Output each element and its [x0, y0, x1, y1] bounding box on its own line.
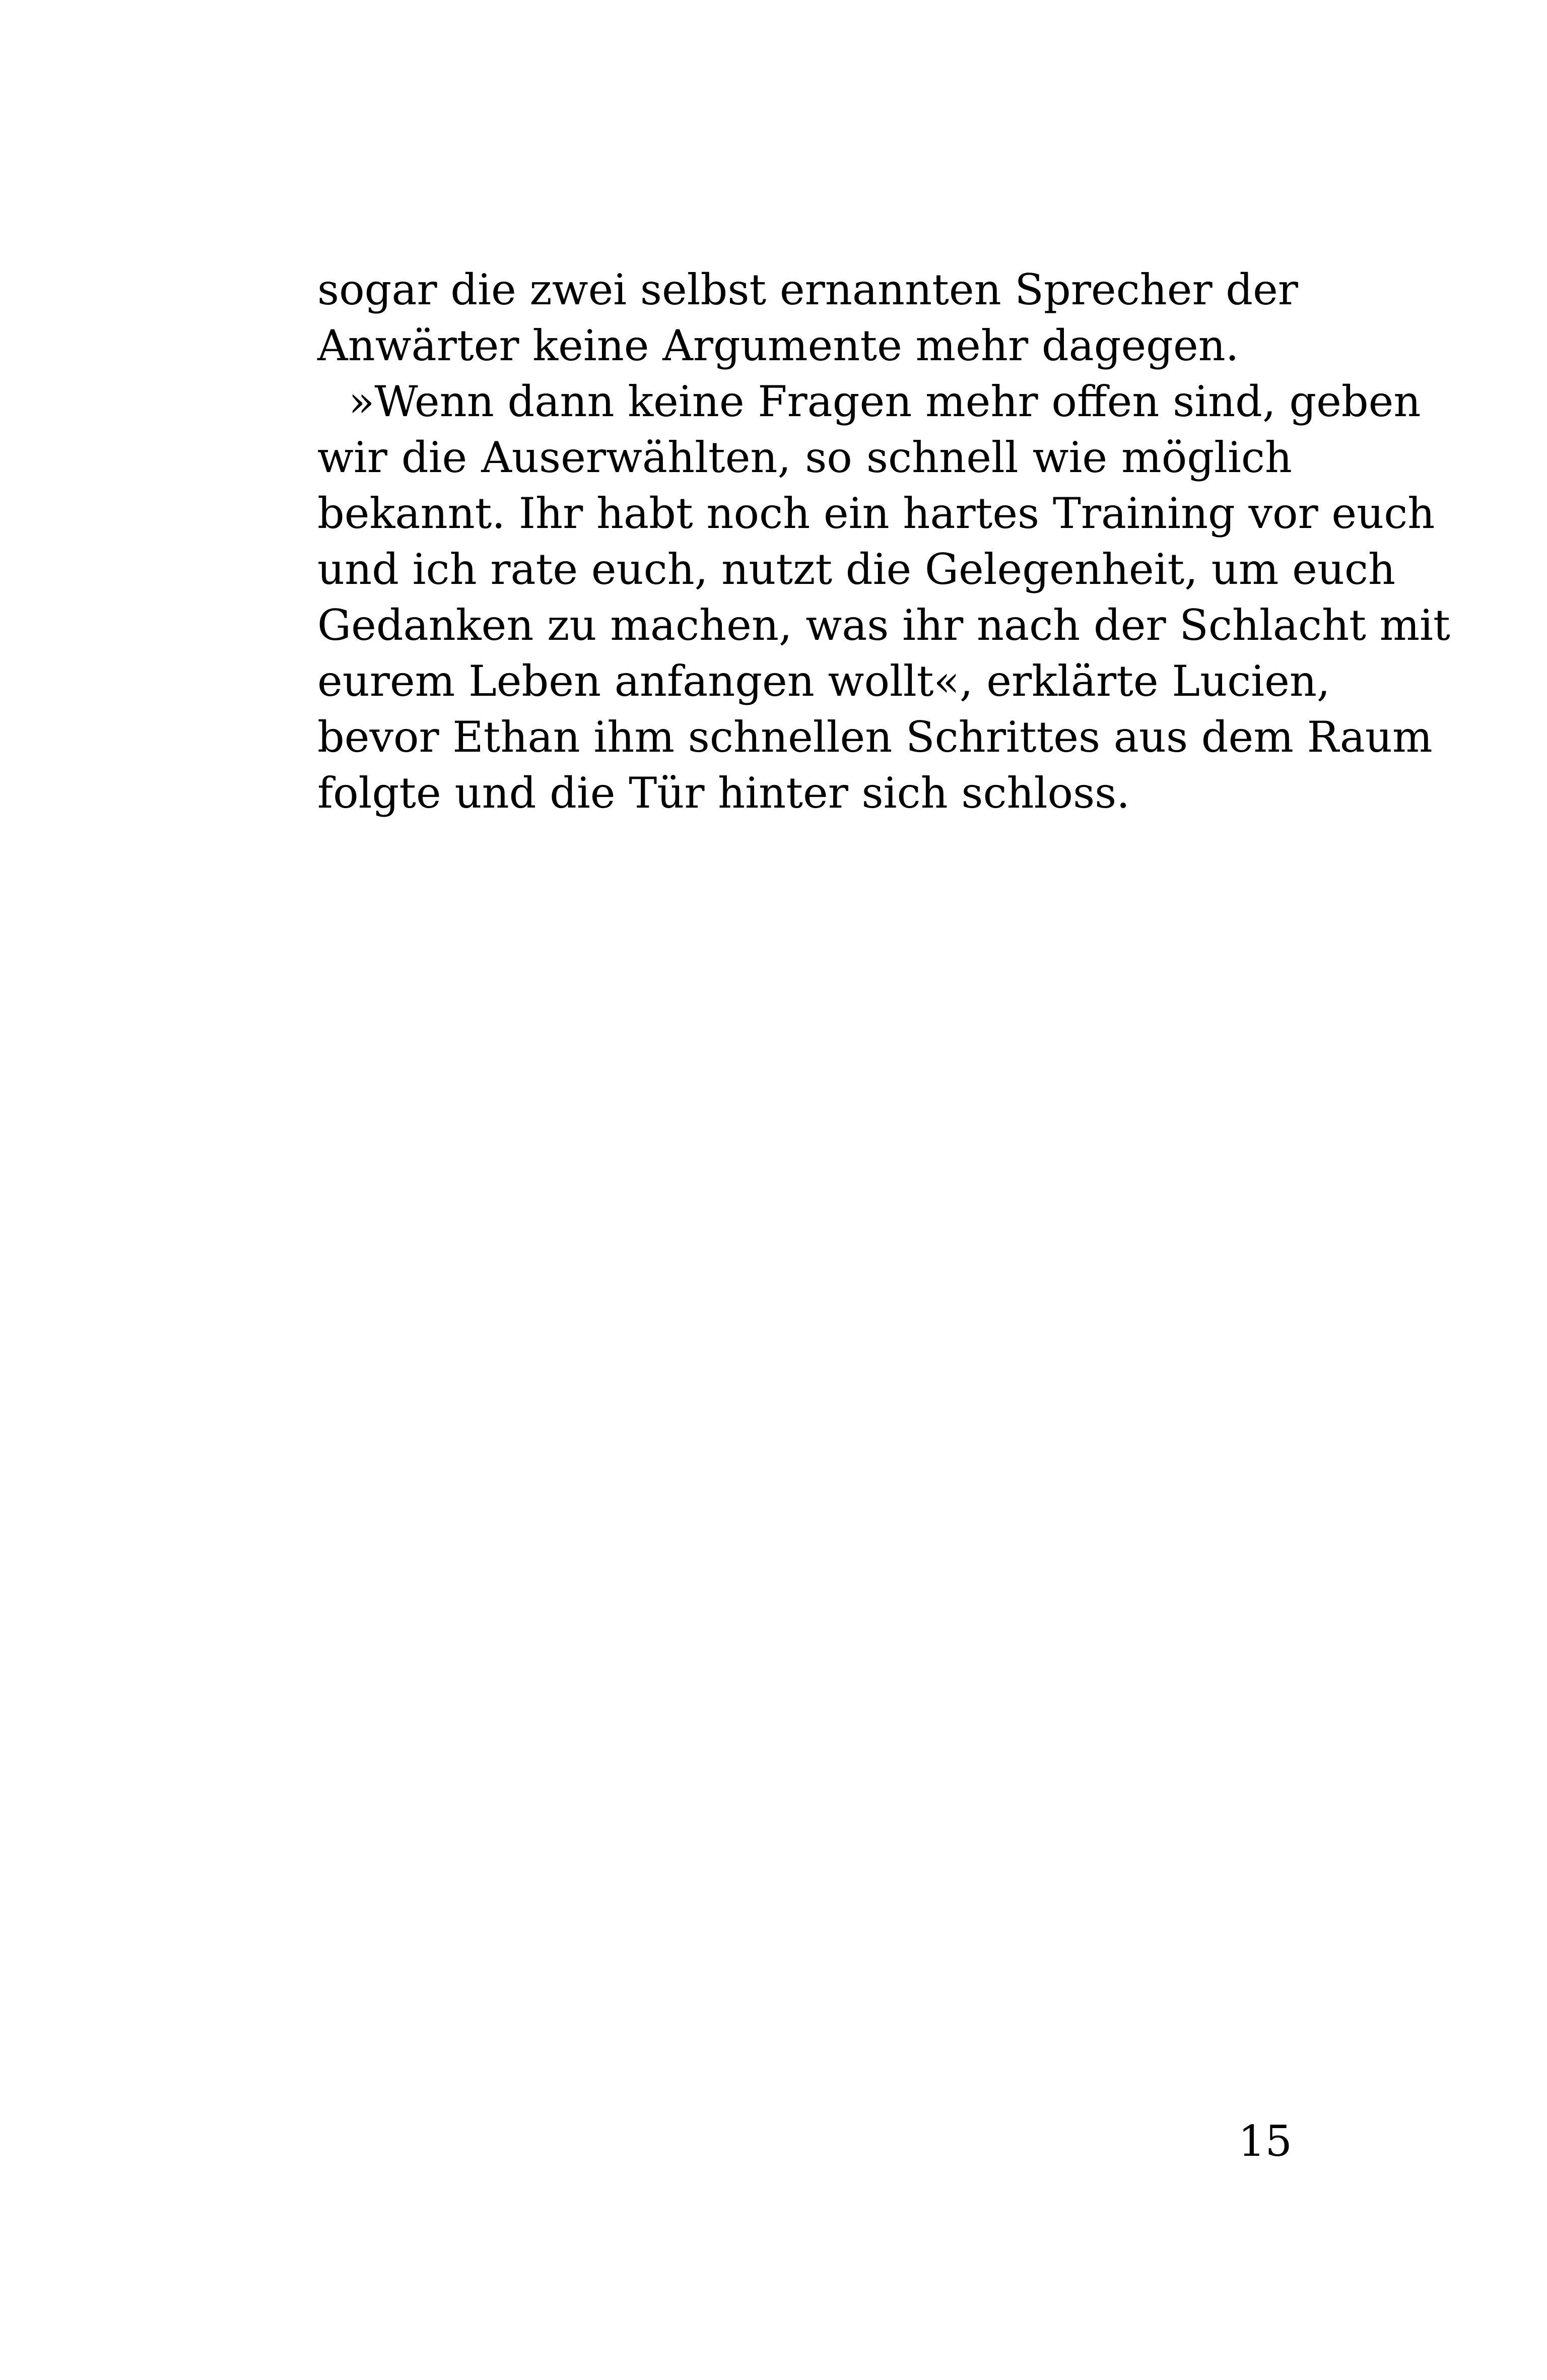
text-line: und ich rate euch, nutzt die Gelegenheit, um euch	[317, 545, 1396, 594]
text-line: bevor Ethan ihm schnellen Schrittes aus dem Raum	[317, 712, 1433, 762]
text-line: »Wenn dann keine Fragen mehr offen sind, geben	[349, 377, 1421, 426]
text-line: eurem Leben anfangen wollt«, erklärte Lucien,	[317, 656, 1330, 706]
body-text	[317, 262, 1450, 821]
text-line: wir die Auserwählten, so schnell wie möglich	[317, 433, 1292, 482]
text-line: sogar die zwei selbst ernannten Sprecher der	[317, 265, 1298, 314]
text-line: bekannt. Ihr habt noch ein hartes Training vor euch	[317, 489, 1435, 538]
text-line: Anwärter keine Argumente mehr dagegen.	[317, 321, 1239, 370]
text-line: folgte und die Tür hinter sich schloss.	[317, 768, 1130, 818]
text-line: Gedanken zu machen, was ihr nach der Schlacht mit	[317, 601, 1450, 650]
page-number: 15	[1238, 2117, 1292, 2166]
